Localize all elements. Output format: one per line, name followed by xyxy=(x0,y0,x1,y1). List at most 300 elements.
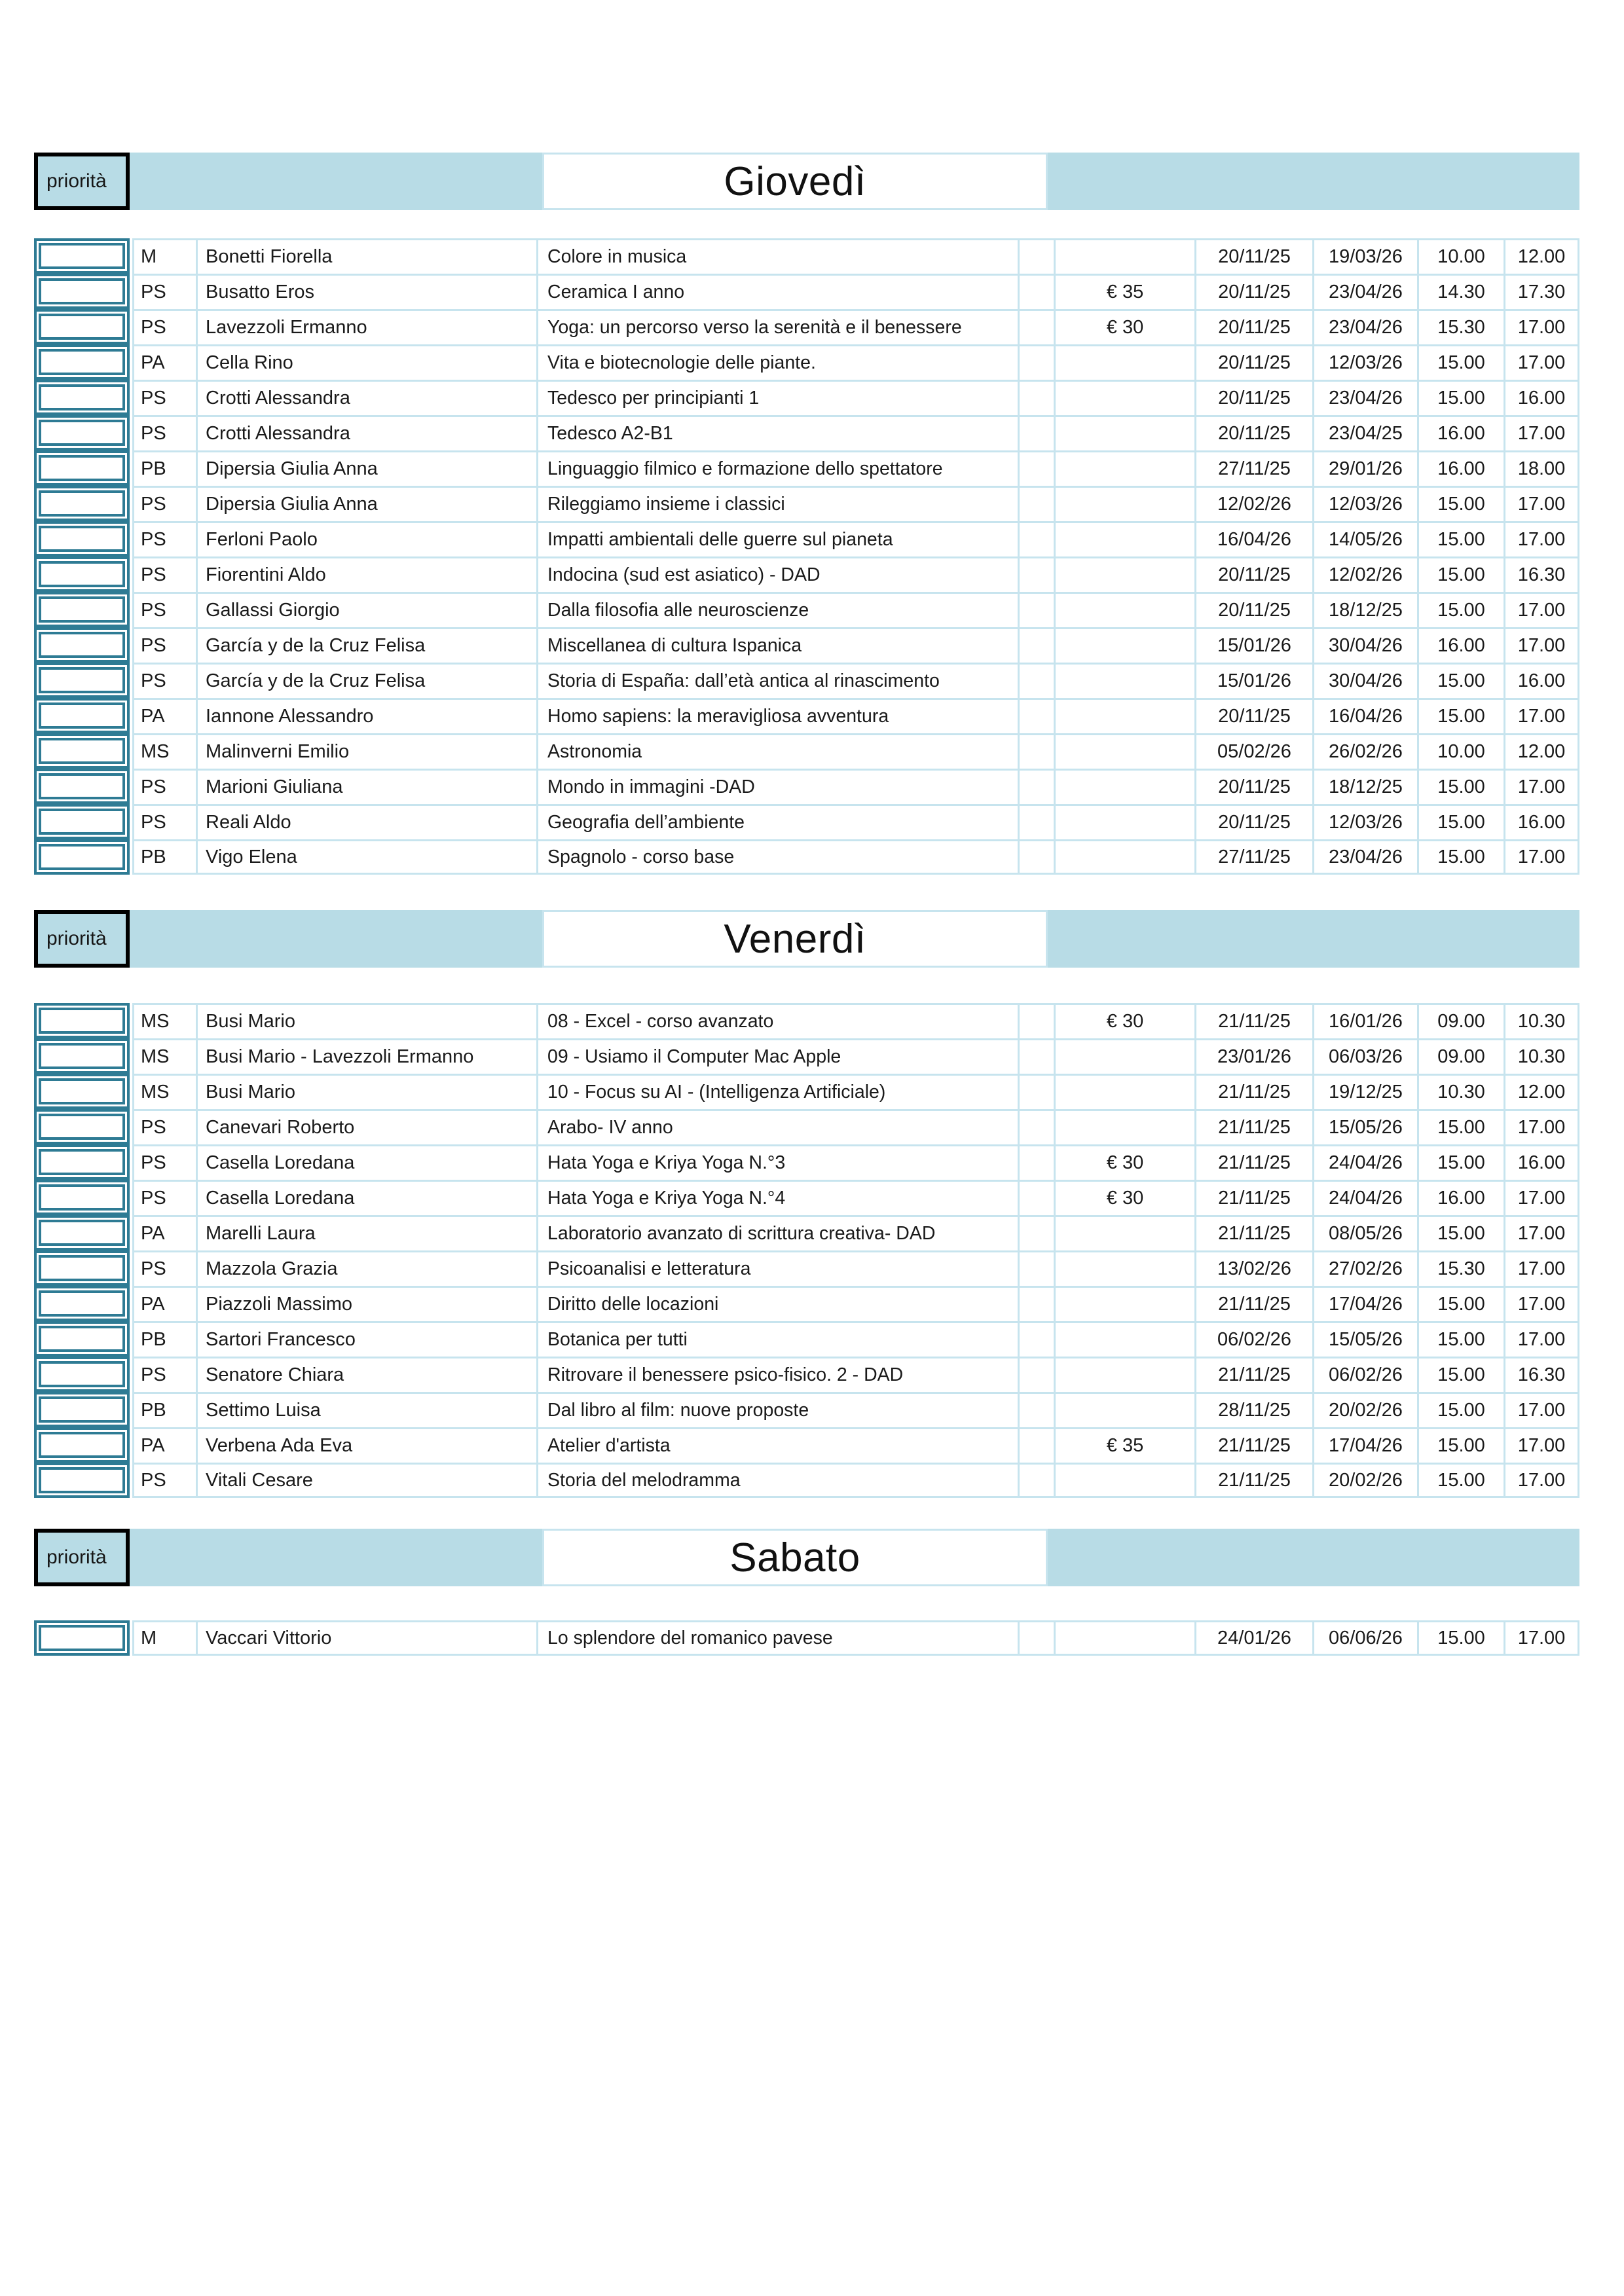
category-cell: PS xyxy=(132,380,198,415)
price-cell: € 35 xyxy=(1056,1427,1196,1463)
spacer-cell xyxy=(1020,1357,1056,1392)
start-time-cell: 15.00 xyxy=(1419,1392,1505,1427)
end-time-cell: 17.00 xyxy=(1505,1321,1579,1357)
category-cell: PS xyxy=(132,663,198,698)
teacher-cell: Piazzoli Massimo xyxy=(198,1286,538,1321)
table-row xyxy=(34,804,1579,839)
priority-checkbox[interactable] xyxy=(34,663,130,698)
start-time-cell: 15.00 xyxy=(1419,1144,1505,1180)
priority-checkbox[interactable] xyxy=(34,769,130,804)
table-row xyxy=(34,1392,1579,1427)
priority-checkbox-box[interactable] xyxy=(39,1326,125,1352)
end-time-cell: 17.00 xyxy=(1505,521,1579,556)
priority-checkbox-box[interactable] xyxy=(39,490,125,517)
end-time-cell: 17.00 xyxy=(1505,592,1579,627)
end-time-cell: 18.00 xyxy=(1505,450,1579,486)
teacher-cell: Iannone Alessandro xyxy=(198,698,538,733)
priority-checkbox-box[interactable] xyxy=(39,1361,125,1387)
priority-checkbox[interactable] xyxy=(34,1250,130,1286)
end-time-cell: 17.00 xyxy=(1505,627,1579,663)
priority-label: priorità xyxy=(46,170,107,192)
price-cell xyxy=(1056,344,1196,380)
priority-checkbox-box[interactable] xyxy=(39,314,125,340)
table-row xyxy=(34,274,1579,309)
category-cell: PA xyxy=(132,344,198,380)
priority-checkbox-box[interactable] xyxy=(39,420,125,446)
teacher-cell: Busatto Eros xyxy=(198,274,538,309)
priority-checkbox[interactable] xyxy=(34,1357,130,1392)
end-time-cell: 12.00 xyxy=(1505,733,1579,769)
price-cell xyxy=(1056,663,1196,698)
priority-checkbox-box[interactable] xyxy=(39,455,125,481)
price-cell xyxy=(1056,1357,1196,1392)
priority-checkbox[interactable] xyxy=(34,380,130,415)
priority-checkbox-box[interactable] xyxy=(39,278,125,304)
day-title: Giovedì xyxy=(724,158,866,204)
priority-checkbox[interactable] xyxy=(34,1427,130,1463)
course-cell: Atelier d'artista xyxy=(538,1427,1020,1463)
priority-checkbox-box[interactable] xyxy=(39,1008,125,1034)
teacher-cell: Casella Loredana xyxy=(198,1180,538,1215)
priority-checkbox-box[interactable] xyxy=(39,773,125,799)
priority-checkbox-box[interactable] xyxy=(39,809,125,835)
category-cell: PS xyxy=(132,1463,198,1498)
end-date-cell: 27/02/26 xyxy=(1314,1250,1419,1286)
category-cell: PA xyxy=(132,1286,198,1321)
end-time-cell: 16.30 xyxy=(1505,1357,1579,1392)
start-time-cell: 15.30 xyxy=(1419,309,1505,344)
category-cell: PA xyxy=(132,1215,198,1250)
category-cell: PS xyxy=(132,592,198,627)
priority-checkbox-box[interactable] xyxy=(39,1149,125,1175)
spacer-cell xyxy=(1020,733,1056,769)
table-row xyxy=(34,1109,1579,1144)
price-cell xyxy=(1056,698,1196,733)
start-date-cell: 21/11/25 xyxy=(1196,1074,1314,1109)
day-title: Venerdì xyxy=(724,916,866,962)
priority-checkbox[interactable] xyxy=(34,1038,130,1074)
start-time-cell: 15.30 xyxy=(1419,1250,1505,1286)
category-cell: PS xyxy=(132,521,198,556)
category-cell: PB xyxy=(132,839,198,875)
end-date-cell: 06/03/26 xyxy=(1314,1038,1419,1074)
course-cell: Vita e biotecnologie delle piante. xyxy=(538,344,1020,380)
category-cell: PS xyxy=(132,274,198,309)
end-date-cell: 17/04/26 xyxy=(1314,1286,1419,1321)
priority-checkbox-box[interactable] xyxy=(39,243,125,269)
course-cell: Diritto delle locazioni xyxy=(538,1286,1020,1321)
start-date-cell: 21/11/25 xyxy=(1196,1357,1314,1392)
priority-checkbox-box[interactable] xyxy=(39,1078,125,1104)
spacer-cell xyxy=(1020,769,1056,804)
priority-checkbox[interactable] xyxy=(34,1620,130,1656)
start-date-cell: 24/01/26 xyxy=(1196,1620,1314,1656)
course-cell: Impatti ambientali delle guerre sul pianeta xyxy=(538,521,1020,556)
end-date-cell: 29/01/26 xyxy=(1314,450,1419,486)
price-cell xyxy=(1056,733,1196,769)
priority-checkbox[interactable] xyxy=(34,238,130,274)
category-cell: MS xyxy=(132,1003,198,1038)
end-date-cell: 20/02/26 xyxy=(1314,1463,1419,1498)
end-date-cell: 24/04/26 xyxy=(1314,1180,1419,1215)
start-time-cell: 09.00 xyxy=(1419,1003,1505,1038)
price-cell xyxy=(1056,769,1196,804)
priority-checkbox[interactable] xyxy=(34,1463,130,1498)
price-cell xyxy=(1056,1321,1196,1357)
table-row xyxy=(34,1357,1579,1392)
spacer-cell xyxy=(1020,1620,1056,1656)
priority-checkbox[interactable] xyxy=(34,1003,130,1038)
end-date-cell: 12/03/26 xyxy=(1314,486,1419,521)
priority-checkbox[interactable] xyxy=(34,556,130,592)
priority-checkbox-box[interactable] xyxy=(39,384,125,410)
start-date-cell: 20/11/25 xyxy=(1196,238,1314,274)
teacher-cell: García y de la Cruz Felisa xyxy=(198,663,538,698)
priority-checkbox-box[interactable] xyxy=(39,1290,125,1317)
priority-checkbox[interactable] xyxy=(34,1215,130,1250)
end-date-cell: 15/05/26 xyxy=(1314,1109,1419,1144)
spacer-cell xyxy=(1020,415,1056,450)
priority-checkbox[interactable] xyxy=(34,521,130,556)
end-time-cell: 17.00 xyxy=(1505,1463,1579,1498)
table-row xyxy=(34,839,1579,875)
priority-checkbox-box[interactable] xyxy=(39,349,125,375)
priority-checkbox[interactable] xyxy=(34,1180,130,1215)
start-date-cell: 20/11/25 xyxy=(1196,344,1314,380)
spacer-cell xyxy=(1020,521,1056,556)
end-date-cell: 12/02/26 xyxy=(1314,556,1419,592)
table-row xyxy=(34,1144,1579,1180)
teacher-cell: Vitali Cesare xyxy=(198,1463,538,1498)
start-time-cell: 15.00 xyxy=(1419,556,1505,592)
teacher-cell: Bonetti Fiorella xyxy=(198,238,538,274)
teacher-cell: Casella Loredana xyxy=(198,1144,538,1180)
course-cell: 08 - Excel - corso avanzato xyxy=(538,1003,1020,1038)
category-cell: M xyxy=(132,238,198,274)
day-schedule-table xyxy=(34,1003,1579,1498)
end-time-cell: 17.00 xyxy=(1505,839,1579,875)
end-time-cell: 17.00 xyxy=(1505,769,1579,804)
category-cell: PB xyxy=(132,1321,198,1357)
start-date-cell: 21/11/25 xyxy=(1196,1427,1314,1463)
start-time-cell: 15.00 xyxy=(1419,592,1505,627)
start-time-cell: 15.00 xyxy=(1419,663,1505,698)
spacer-cell xyxy=(1020,698,1056,733)
teacher-cell: Gallassi Giorgio xyxy=(198,592,538,627)
priority-checkbox-box[interactable] xyxy=(39,1114,125,1140)
category-cell: PS xyxy=(132,1357,198,1392)
priority-checkbox[interactable] xyxy=(34,274,130,309)
course-cell: Lo splendore del romanico pavese xyxy=(538,1620,1020,1656)
table-row xyxy=(34,450,1579,486)
category-cell: PB xyxy=(132,1392,198,1427)
priority-checkbox-box[interactable] xyxy=(39,596,125,623)
price-cell: € 30 xyxy=(1056,1003,1196,1038)
start-date-cell: 20/11/25 xyxy=(1196,556,1314,592)
end-time-cell: 17.00 xyxy=(1505,1427,1579,1463)
end-date-cell: 18/12/25 xyxy=(1314,769,1419,804)
table-row xyxy=(34,627,1579,663)
course-cell: Miscellanea di cultura Ispanica xyxy=(538,627,1020,663)
end-time-cell: 17.00 xyxy=(1505,698,1579,733)
teacher-cell: Dipersia Giulia Anna xyxy=(198,450,538,486)
teacher-cell: Ferloni Paolo xyxy=(198,521,538,556)
course-cell: Linguaggio filmico e formazione dello spettatore xyxy=(538,450,1020,486)
end-time-cell: 10.30 xyxy=(1505,1003,1579,1038)
category-cell: PA xyxy=(132,698,198,733)
end-date-cell: 20/02/26 xyxy=(1314,1392,1419,1427)
day-header-band xyxy=(34,910,1579,968)
end-time-cell: 17.00 xyxy=(1505,344,1579,380)
table-row xyxy=(34,1250,1579,1286)
end-date-cell: 23/04/26 xyxy=(1314,839,1419,875)
day-title-box xyxy=(542,153,1048,210)
course-cell: Indocina (sud est asiatico) - DAD xyxy=(538,556,1020,592)
table-row xyxy=(34,1463,1579,1498)
price-cell xyxy=(1056,627,1196,663)
priority-checkbox[interactable] xyxy=(34,1074,130,1109)
start-date-cell: 21/11/25 xyxy=(1196,1144,1314,1180)
spacer-cell xyxy=(1020,274,1056,309)
priority-checkbox[interactable] xyxy=(34,592,130,627)
end-time-cell: 17.00 xyxy=(1505,309,1579,344)
priority-header-box xyxy=(34,910,130,968)
price-cell: € 30 xyxy=(1056,1144,1196,1180)
end-date-cell: 30/04/26 xyxy=(1314,663,1419,698)
end-time-cell: 17.00 xyxy=(1505,1620,1579,1656)
start-date-cell: 12/02/26 xyxy=(1196,486,1314,521)
category-cell: PA xyxy=(132,1427,198,1463)
end-time-cell: 17.00 xyxy=(1505,1109,1579,1144)
priority-checkbox[interactable] xyxy=(34,733,130,769)
table-row xyxy=(34,486,1579,521)
priority-checkbox[interactable] xyxy=(34,309,130,344)
table-row xyxy=(34,1038,1579,1074)
spacer-cell xyxy=(1020,486,1056,521)
priority-checkbox-box[interactable] xyxy=(39,844,125,870)
start-date-cell: 15/01/26 xyxy=(1196,663,1314,698)
priority-checkbox[interactable] xyxy=(34,1144,130,1180)
priority-checkbox-box[interactable] xyxy=(39,1467,125,1493)
end-date-cell: 08/05/26 xyxy=(1314,1215,1419,1250)
course-cell: Geografia dell’ambiente xyxy=(538,804,1020,839)
start-date-cell: 27/11/25 xyxy=(1196,450,1314,486)
priority-checkbox-box[interactable] xyxy=(39,667,125,693)
price-cell xyxy=(1056,804,1196,839)
priority-checkbox[interactable] xyxy=(34,1286,130,1321)
spacer-cell xyxy=(1020,839,1056,875)
start-date-cell: 05/02/26 xyxy=(1196,733,1314,769)
table-row xyxy=(34,1074,1579,1109)
category-cell: PS xyxy=(132,804,198,839)
end-time-cell: 12.00 xyxy=(1505,1074,1579,1109)
teacher-cell: Lavezzoli Ermanno xyxy=(198,309,538,344)
end-date-cell: 16/01/26 xyxy=(1314,1003,1419,1038)
table-row xyxy=(34,1003,1579,1038)
start-time-cell: 15.00 xyxy=(1419,804,1505,839)
course-cell: Psicoanalisi e letteratura xyxy=(538,1250,1020,1286)
spacer-cell xyxy=(1020,1250,1056,1286)
start-date-cell: 27/11/25 xyxy=(1196,839,1314,875)
spacer-cell xyxy=(1020,663,1056,698)
start-time-cell: 16.00 xyxy=(1419,627,1505,663)
table-row xyxy=(34,663,1579,698)
start-time-cell: 16.00 xyxy=(1419,450,1505,486)
price-cell xyxy=(1056,1620,1196,1656)
priority-checkbox-box[interactable] xyxy=(39,1432,125,1458)
start-date-cell: 15/01/26 xyxy=(1196,627,1314,663)
start-time-cell: 15.00 xyxy=(1419,344,1505,380)
category-cell: MS xyxy=(132,1074,198,1109)
priority-checkbox-box[interactable] xyxy=(39,1625,125,1651)
end-time-cell: 12.00 xyxy=(1505,238,1579,274)
priority-checkbox-box[interactable] xyxy=(39,1043,125,1069)
course-cell: Laboratorio avanzato di scrittura creativa- DAD xyxy=(538,1215,1020,1250)
priority-checkbox[interactable] xyxy=(34,486,130,521)
priority-checkbox-box[interactable] xyxy=(39,1184,125,1211)
end-date-cell: 26/02/26 xyxy=(1314,733,1419,769)
spacer-cell xyxy=(1020,309,1056,344)
start-time-cell: 16.00 xyxy=(1419,1180,1505,1215)
price-cell xyxy=(1056,839,1196,875)
course-cell: Storia del melodramma xyxy=(538,1463,1020,1498)
table-row xyxy=(34,1427,1579,1463)
category-cell: PS xyxy=(132,1180,198,1215)
start-time-cell: 16.00 xyxy=(1419,415,1505,450)
teacher-cell: Crotti Alessandra xyxy=(198,415,538,450)
price-cell xyxy=(1056,1215,1196,1250)
course-cell: Hata Yoga e Kriya Yoga N.°4 xyxy=(538,1180,1020,1215)
course-cell: Dal libro al film: nuove proposte xyxy=(538,1392,1020,1427)
priority-checkbox[interactable] xyxy=(34,1109,130,1144)
category-cell: PS xyxy=(132,1109,198,1144)
priority-header-box xyxy=(34,153,130,210)
price-cell xyxy=(1056,450,1196,486)
priority-checkbox-box[interactable] xyxy=(39,738,125,764)
course-cell: 10 - Focus su AI - (Intelligenza Artificiale) xyxy=(538,1074,1020,1109)
price-cell xyxy=(1056,1286,1196,1321)
teacher-cell: Malinverni Emilio xyxy=(198,733,538,769)
end-time-cell: 16.00 xyxy=(1505,1144,1579,1180)
spacer-cell xyxy=(1020,1286,1056,1321)
day-schedule-table xyxy=(34,238,1579,875)
end-date-cell: 19/12/25 xyxy=(1314,1074,1419,1109)
teacher-cell: Dipersia Giulia Anna xyxy=(198,486,538,521)
spacer-cell xyxy=(1020,1003,1056,1038)
spacer-cell xyxy=(1020,1038,1056,1074)
end-time-cell: 10.30 xyxy=(1505,1038,1579,1074)
day-header-band xyxy=(34,153,1579,210)
priority-checkbox-box[interactable] xyxy=(39,1220,125,1246)
priority-checkbox[interactable] xyxy=(34,1321,130,1357)
price-cell xyxy=(1056,486,1196,521)
start-date-cell: 20/11/25 xyxy=(1196,415,1314,450)
teacher-cell: Settimo Luisa xyxy=(198,1392,538,1427)
priority-checkbox[interactable] xyxy=(34,627,130,663)
priority-checkbox-box[interactable] xyxy=(39,526,125,552)
category-cell: PS xyxy=(132,556,198,592)
price-cell: € 35 xyxy=(1056,274,1196,309)
table-row xyxy=(34,1620,1579,1656)
start-date-cell: 21/11/25 xyxy=(1196,1003,1314,1038)
end-time-cell: 17.00 xyxy=(1505,486,1579,521)
start-time-cell: 10.30 xyxy=(1419,1074,1505,1109)
start-date-cell: 20/11/25 xyxy=(1196,592,1314,627)
priority-header-box xyxy=(34,1529,130,1586)
priority-checkbox-box[interactable] xyxy=(39,1396,125,1423)
start-time-cell: 15.00 xyxy=(1419,1109,1505,1144)
teacher-cell: Verbena Ada Eva xyxy=(198,1427,538,1463)
spacer-cell xyxy=(1020,238,1056,274)
teacher-cell: Sartori Francesco xyxy=(198,1321,538,1357)
start-date-cell: 20/11/25 xyxy=(1196,769,1314,804)
category-cell: PS xyxy=(132,415,198,450)
start-time-cell: 10.00 xyxy=(1419,238,1505,274)
spacer-cell xyxy=(1020,556,1056,592)
priority-checkbox[interactable] xyxy=(34,450,130,486)
end-date-cell: 19/03/26 xyxy=(1314,238,1419,274)
priority-checkbox[interactable] xyxy=(34,415,130,450)
end-date-cell: 30/04/26 xyxy=(1314,627,1419,663)
start-time-cell: 15.00 xyxy=(1419,698,1505,733)
end-date-cell: 14/05/26 xyxy=(1314,521,1419,556)
price-cell xyxy=(1056,1038,1196,1074)
course-cell: Mondo in immagini -DAD xyxy=(538,769,1020,804)
priority-checkbox-box[interactable] xyxy=(39,702,125,729)
priority-checkbox[interactable] xyxy=(34,344,130,380)
start-date-cell: 20/11/25 xyxy=(1196,309,1314,344)
start-time-cell: 15.00 xyxy=(1419,1427,1505,1463)
category-cell: PS xyxy=(132,1250,198,1286)
course-cell: Botanica per tutti xyxy=(538,1321,1020,1357)
price-cell xyxy=(1056,380,1196,415)
start-date-cell: 13/02/26 xyxy=(1196,1250,1314,1286)
table-row xyxy=(34,380,1579,415)
price-cell: € 30 xyxy=(1056,309,1196,344)
start-time-cell: 15.00 xyxy=(1419,486,1505,521)
teacher-cell: Busi Mario - Lavezzoli Ermanno xyxy=(198,1038,538,1074)
start-time-cell: 15.00 xyxy=(1419,1357,1505,1392)
spacer-cell xyxy=(1020,1074,1056,1109)
spacer-cell xyxy=(1020,1427,1056,1463)
end-date-cell: 23/04/26 xyxy=(1314,274,1419,309)
price-cell xyxy=(1056,592,1196,627)
table-row xyxy=(34,309,1579,344)
price-cell xyxy=(1056,556,1196,592)
priority-checkbox-box[interactable] xyxy=(39,1255,125,1281)
course-cell: Astronomia xyxy=(538,733,1020,769)
course-cell: Spagnolo - corso base xyxy=(538,839,1020,875)
end-date-cell: 18/12/25 xyxy=(1314,592,1419,627)
start-date-cell: 06/02/26 xyxy=(1196,1321,1314,1357)
priority-checkbox[interactable] xyxy=(34,804,130,839)
priority-checkbox[interactable] xyxy=(34,698,130,733)
priority-checkbox[interactable] xyxy=(34,839,130,875)
start-date-cell: 23/01/26 xyxy=(1196,1038,1314,1074)
priority-checkbox-box[interactable] xyxy=(39,632,125,658)
start-time-cell: 15.00 xyxy=(1419,1463,1505,1498)
category-cell: M xyxy=(132,1620,198,1656)
priority-checkbox-box[interactable] xyxy=(39,561,125,587)
course-cell: 09 - Usiamo il Computer Mac Apple xyxy=(538,1038,1020,1074)
priority-checkbox[interactable] xyxy=(34,1392,130,1427)
start-date-cell: 28/11/25 xyxy=(1196,1392,1314,1427)
day-title-box xyxy=(542,910,1048,968)
end-time-cell: 17.30 xyxy=(1505,274,1579,309)
table-row xyxy=(34,521,1579,556)
category-cell: MS xyxy=(132,1038,198,1074)
start-time-cell: 15.00 xyxy=(1419,1321,1505,1357)
